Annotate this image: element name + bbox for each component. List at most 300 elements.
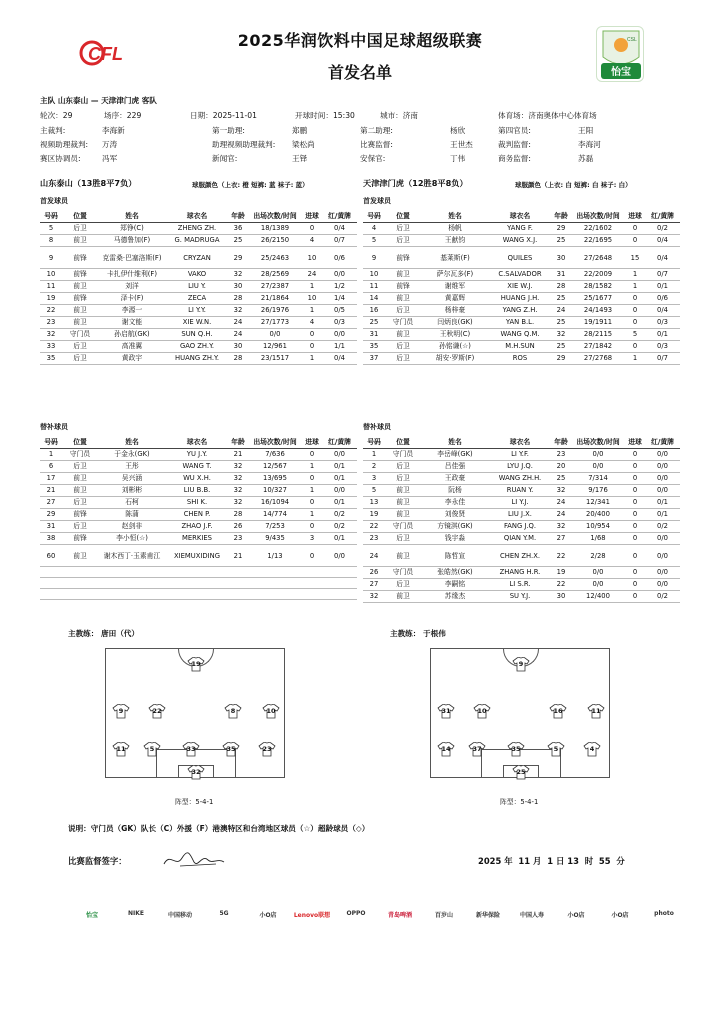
column-header: 姓名 — [421, 437, 489, 449]
column-header: 出场次数/时间 — [571, 437, 625, 449]
table-cell: 32 — [551, 329, 571, 341]
shirt-number: 8 — [230, 707, 236, 715]
table-cell: 0/0 — [322, 269, 357, 281]
table-cell: 0 — [625, 293, 645, 305]
column-header: 位置 — [62, 437, 98, 449]
table-cell: 方镜淇(GK) — [421, 521, 489, 533]
table-cell: LI S.R. — [489, 579, 551, 591]
table-cell: 0 — [302, 329, 322, 341]
round: 轮次：29 — [40, 111, 73, 120]
table-cell: 20/400 — [571, 509, 625, 521]
table-cell: 30 — [228, 281, 248, 293]
table-cell: 12/341 — [571, 497, 625, 509]
column-header: 球衣名 — [489, 437, 551, 449]
venue: 体育场：济南奥体中心体育场 — [498, 111, 597, 120]
table-cell: 高准翼 — [98, 341, 166, 353]
table-cell: 刘俊贤 — [421, 509, 489, 521]
table-cell: XIE W.N. — [166, 317, 228, 329]
table-row — [363, 223, 680, 235]
table-cell: 23/1517 — [248, 353, 302, 365]
official-name: 王铎 — [292, 154, 308, 163]
sponsor-logo: 小O店 — [567, 912, 585, 919]
official-role: 助理视频助理裁判: — [212, 140, 276, 149]
empty-row — [40, 567, 357, 578]
table-cell: 32 — [551, 485, 571, 497]
table-cell: 0/2 — [645, 591, 680, 603]
table-cell: CHEN P. — [166, 509, 228, 521]
table-cell: 22/1602 — [571, 223, 625, 235]
table-cell: 28/2115 — [571, 329, 625, 341]
table-cell: 29 — [551, 223, 571, 235]
official-name: 王世杰 — [450, 140, 473, 149]
table-cell: 杨梓豪 — [421, 305, 489, 317]
table-cell: 25 — [551, 235, 571, 247]
away-formation-pitch — [430, 648, 610, 778]
table-cell: 22/2009 — [571, 269, 625, 281]
table-cell: YANG Z.H. — [489, 305, 551, 317]
column-header: 号码 — [40, 211, 62, 223]
official-role: 比赛监督: — [360, 140, 393, 149]
table-cell: 杨帆 — [421, 223, 489, 235]
table-cell: 32 — [228, 305, 248, 317]
official-role: 安保官: — [360, 154, 386, 163]
official-role: 商务监督: — [498, 154, 531, 163]
table-cell: 24 — [228, 329, 248, 341]
table-cell: 1/4 — [322, 293, 357, 305]
table-cell: 基莱斯(F) — [421, 247, 489, 269]
sponsor-logo: 青岛啤酒 — [387, 912, 412, 919]
column-header: 年龄 — [228, 437, 248, 449]
table-cell: 守门员 — [385, 317, 421, 329]
table-cell: 0 — [625, 317, 645, 329]
column-header: 球衣名 — [166, 211, 228, 223]
table-cell: 0/7 — [645, 269, 680, 281]
table-cell: 27/2768 — [571, 353, 625, 365]
player-shirt-icon — [222, 742, 240, 757]
table-cell: 后卫 — [62, 341, 98, 353]
table-cell: 0 — [625, 461, 645, 473]
table-cell: 0/1 — [322, 461, 357, 473]
player-shirt-icon — [547, 742, 565, 757]
table-cell: 27/2648 — [571, 247, 625, 269]
official-role: 主裁判: — [40, 126, 66, 135]
table-cell: 10 — [302, 247, 322, 269]
shirt-number: 32 — [191, 768, 201, 776]
player-shirt-icon — [148, 704, 166, 719]
table-cell: 22/1695 — [571, 235, 625, 247]
player-shirt-icon — [437, 704, 455, 719]
table-cell: 后卫 — [385, 353, 421, 365]
match-no: 场序：229 — [104, 111, 142, 120]
table-cell: 0 — [625, 545, 645, 567]
shirt-number: 4 — [589, 745, 595, 753]
table-cell: WANG X.J. — [489, 235, 551, 247]
table-cell: 0/1 — [322, 497, 357, 509]
table-cell: 卡扎伊什维利(F) — [98, 269, 166, 281]
column-header: 出场次数/时间 — [248, 211, 302, 223]
shirt-number: 5 — [149, 745, 155, 753]
table-cell: 1/13 — [248, 545, 302, 567]
table-cell: 后卫 — [62, 461, 98, 473]
table-row — [363, 533, 680, 545]
table-cell: 25 — [551, 341, 571, 353]
table-row — [363, 247, 680, 269]
official-role: 视频助理裁判: — [40, 140, 89, 149]
table-cell: LI Y.Y. — [166, 305, 228, 317]
away-kit-colors: 球服颜色（上衣: 白 短裤: 白 袜子: 白） — [515, 181, 632, 189]
table-cell: 25 — [228, 235, 248, 247]
official-role: 第四官员: — [498, 126, 531, 135]
table-row — [363, 497, 680, 509]
table-cell: 0/0 — [645, 449, 680, 461]
column-header: 年龄 — [551, 211, 571, 223]
shirt-number: 35 — [226, 745, 236, 753]
table-cell: 24 — [363, 545, 385, 567]
player-shirt-icon — [437, 742, 455, 757]
table-cell: 前卫 — [62, 473, 98, 485]
city: 城市：济南 — [380, 111, 418, 120]
table-cell: 26/2150 — [248, 235, 302, 247]
table-cell: VAKO — [166, 269, 228, 281]
table-cell: 27/1842 — [571, 341, 625, 353]
home-team-name: 山东泰山（13胜8平7负） — [40, 178, 137, 188]
table-cell: 0 — [302, 545, 322, 567]
table-cell: 前卫 — [62, 281, 98, 293]
column-header: 位置 — [62, 211, 98, 223]
shirt-number: 22 — [152, 707, 162, 715]
table-cell: 9 — [363, 247, 385, 269]
empty-row — [40, 589, 357, 600]
table-cell: 后卫 — [62, 223, 98, 235]
table-cell: 9/435 — [248, 533, 302, 545]
shirt-number: 19 — [191, 660, 201, 668]
table-cell: 0 — [625, 579, 645, 591]
table-cell: 12/400 — [571, 591, 625, 603]
table-cell: 0/0 — [645, 485, 680, 497]
table-cell: 后卫 — [385, 341, 421, 353]
home-starters-title: 首发球员 — [40, 197, 68, 205]
home-starters-table — [40, 211, 357, 365]
column-header: 年龄 — [551, 437, 571, 449]
table-cell: 0/1 — [645, 509, 680, 521]
table-cell: 4 — [363, 223, 385, 235]
table-cell: 前锋 — [62, 269, 98, 281]
table-cell: 李嗣铭 — [421, 579, 489, 591]
sponsor-logo: 5G — [219, 910, 229, 917]
table-cell: 黄嘉辉 — [421, 293, 489, 305]
official-name: 冯军 — [102, 154, 118, 163]
table-cell: 马德鲁加(F) — [98, 235, 166, 247]
table-cell: 0 — [625, 521, 645, 533]
table-row — [363, 305, 680, 317]
table-cell: 吴兴涵 — [98, 473, 166, 485]
player-shirt-icon — [262, 704, 280, 719]
player-shirt-icon — [549, 704, 567, 719]
table-cell: 李源一 — [98, 305, 166, 317]
table-cell: 1 — [363, 449, 385, 461]
sponsor-logo: 小O店 — [611, 912, 629, 919]
table-cell: 18/1389 — [248, 223, 302, 235]
table-cell: 1/68 — [571, 533, 625, 545]
table-cell: 0 — [625, 485, 645, 497]
table-cell: 16/1094 — [248, 497, 302, 509]
player-shirt-icon — [512, 765, 530, 780]
table-cell: 8 — [40, 235, 62, 247]
table-cell: 1 — [302, 281, 322, 293]
table-row — [40, 545, 357, 567]
table-row — [363, 235, 680, 247]
player-shirt-icon — [258, 742, 276, 757]
table-cell: 守门员 — [62, 329, 98, 341]
table-cell: 前卫 — [385, 329, 421, 341]
table-cell: 14 — [363, 293, 385, 305]
table-cell: 前卫 — [385, 485, 421, 497]
table-cell: 25 — [551, 473, 571, 485]
table-cell: 10 — [363, 269, 385, 281]
table-cell: 26/1976 — [248, 305, 302, 317]
table-row — [363, 353, 680, 365]
table-cell: 0 — [625, 305, 645, 317]
sponsor-logo: 新华保险 — [475, 912, 500, 919]
table-cell: 32 — [551, 521, 571, 533]
table-cell: 0/0 — [322, 449, 357, 461]
home-coach: 主教练： 唐田（代） — [68, 629, 139, 638]
table-row — [40, 461, 357, 473]
table-cell: 后卫 — [385, 223, 421, 235]
table-row — [363, 509, 680, 521]
table-cell: 24 — [228, 317, 248, 329]
table-cell: 0/0 — [645, 461, 680, 473]
table-cell: 0 — [625, 235, 645, 247]
table-cell: 陈哲宣 — [421, 545, 489, 567]
sponsor-logo: 怡宝 — [85, 912, 98, 919]
shirt-number: 11 — [116, 745, 126, 753]
table-row — [363, 579, 680, 591]
table-cell: 32 — [40, 329, 62, 341]
column-header: 姓名 — [421, 211, 489, 223]
table-cell: 0 — [625, 473, 645, 485]
table-cell: 5 — [363, 485, 385, 497]
legend-notes: 说明：守门员（GK）队长（C）外援（F）港澳特区和台湾地区球员（☆）超龄球员（◇） — [68, 824, 370, 833]
table-cell: 克雷桑·巴塞洛斯(F) — [98, 247, 166, 269]
table-cell: 4 — [302, 235, 322, 247]
table-cell: 35 — [40, 353, 62, 365]
home-kit-colors: 球服颜色（上衣: 橙 短裤: 蓝 袜子: 蓝） — [192, 181, 309, 189]
table-cell: 于金永(GK) — [98, 449, 166, 461]
table-cell: CRYZAN — [166, 247, 228, 269]
table-cell: 28 — [228, 353, 248, 365]
table-cell: 16 — [363, 305, 385, 317]
table-cell: 0 — [302, 473, 322, 485]
table-cell: 5 — [40, 223, 62, 235]
sponsor-logo: NIKE — [127, 910, 144, 917]
table-row — [363, 545, 680, 567]
table-cell: SU Y.J. — [489, 591, 551, 603]
table-cell: 7/314 — [571, 473, 625, 485]
table-cell: 0/0 — [322, 329, 357, 341]
table-cell: 赵剑非 — [98, 521, 166, 533]
table-cell: 后卫 — [385, 473, 421, 485]
player-shirt-icon — [468, 742, 486, 757]
table-cell: 前卫 — [62, 545, 98, 567]
table-row — [40, 521, 357, 533]
table-cell: 0/6 — [645, 293, 680, 305]
official-role: 裁判监督: — [498, 140, 531, 149]
table-cell: 11 — [363, 281, 385, 293]
table-cell: 22 — [551, 545, 571, 567]
sponsor-logo: 中国人寿 — [519, 912, 544, 919]
table-cell: 0 — [625, 533, 645, 545]
table-cell: 0 — [625, 567, 645, 579]
table-cell: 萨尔瓦多(F) — [421, 269, 489, 281]
player-shirt-icon — [224, 704, 242, 719]
table-row — [363, 521, 680, 533]
shirt-number: 11 — [591, 707, 601, 715]
table-cell: 后卫 — [385, 579, 421, 591]
table-row — [40, 497, 357, 509]
table-cell: 7/253 — [248, 521, 302, 533]
table-cell: 10 — [302, 293, 322, 305]
table-row — [363, 473, 680, 485]
table-cell: 25/2463 — [248, 247, 302, 269]
table-cell: 23 — [228, 533, 248, 545]
table-cell: YANG F. — [489, 223, 551, 235]
shirt-number: 23 — [262, 745, 272, 753]
table-cell: 后卫 — [62, 497, 98, 509]
table-cell: 20 — [551, 461, 571, 473]
table-cell: ZECA — [166, 293, 228, 305]
column-header: 姓名 — [98, 437, 166, 449]
table-cell: 10 — [40, 269, 62, 281]
table-cell: SUN Q.H. — [166, 329, 228, 341]
supervisor-signature-label: 比赛监督签字： — [68, 856, 127, 866]
table-cell: 22 — [40, 305, 62, 317]
table-cell: 0/1 — [322, 473, 357, 485]
table-cell: 胡安·罗斯(F) — [421, 353, 489, 365]
column-header: 号码 — [363, 211, 385, 223]
table-row — [40, 223, 357, 235]
table-cell: 0 — [302, 497, 322, 509]
table-cell: 0/1 — [645, 281, 680, 293]
table-cell: 0/3 — [322, 317, 357, 329]
player-shirt-icon — [587, 704, 605, 719]
table-cell: 24 — [551, 305, 571, 317]
table-cell: 23 — [551, 449, 571, 461]
table-cell: 27/2387 — [248, 281, 302, 293]
shirt-number: 33 — [186, 745, 196, 753]
table-cell: 25 — [551, 317, 571, 329]
table-cell: 60 — [40, 545, 62, 567]
table-row — [40, 317, 357, 329]
table-cell: 19/1911 — [571, 317, 625, 329]
shirt-number: 10 — [477, 707, 487, 715]
table-cell: 孙铭谦(☆) — [421, 341, 489, 353]
page-subtitle: 首发名单 — [327, 63, 392, 82]
sponsor-logo: OPPO — [346, 910, 366, 917]
player-shirt-icon — [143, 742, 161, 757]
table-cell: 0/0 — [645, 545, 680, 567]
player-shirt-icon — [512, 657, 530, 672]
table-cell: 35 — [363, 341, 385, 353]
table-cell: 1 — [625, 281, 645, 293]
table-cell: WANG ZH.H. — [489, 473, 551, 485]
table-cell: 5 — [363, 235, 385, 247]
official-name: 丁伟 — [450, 154, 466, 163]
column-header: 红/黄牌 — [645, 211, 680, 223]
table-cell: 31 — [363, 329, 385, 341]
table-cell: 前卫 — [62, 305, 98, 317]
sponsor-logo: 小O店 — [259, 912, 277, 919]
official-name: 苏磊 — [578, 154, 594, 163]
supervisor-signature — [160, 848, 230, 872]
home-subs-table — [40, 437, 357, 600]
table-cell: 钱宇淼 — [421, 533, 489, 545]
table-cell: 0/0 — [645, 567, 680, 579]
table-cell: 0/2 — [645, 223, 680, 235]
away-subs-table — [363, 437, 680, 603]
table-cell: 吕佳强 — [421, 461, 489, 473]
table-cell: 前锋 — [62, 247, 98, 269]
table-cell: 29 — [551, 353, 571, 365]
table-cell: 0/1 — [322, 533, 357, 545]
table-cell: 张皓然(GK) — [421, 567, 489, 579]
kickoff-time: 开球时间：15:30 — [295, 111, 355, 120]
table-cell: 前卫 — [385, 545, 421, 567]
table-cell: 22 — [363, 521, 385, 533]
table-cell: 0 — [302, 521, 322, 533]
table-cell: LIU B.B. — [166, 485, 228, 497]
player-shirt-icon — [583, 742, 601, 757]
table-cell: 0/0 — [322, 485, 357, 497]
table-row — [40, 281, 357, 293]
table-cell: 32 — [228, 269, 248, 281]
table-cell: 谢木西丁·玉素甫江 — [98, 545, 166, 567]
table-cell: 31 — [40, 521, 62, 533]
table-cell: 刘洋 — [98, 281, 166, 293]
away-team-name: 天津津门虎（12胜8平8负） — [363, 178, 468, 188]
table-row — [40, 341, 357, 353]
official-role: 新闻官: — [212, 154, 238, 163]
home-formation: 阵型：5-4-1 — [175, 798, 214, 806]
table-cell: 0/5 — [322, 305, 357, 317]
table-cell: 郑铮(C) — [98, 223, 166, 235]
table-cell: 前卫 — [62, 235, 98, 247]
table-cell: 0/4 — [645, 247, 680, 269]
table-cell: 12/567 — [248, 461, 302, 473]
shirt-number: 37 — [472, 745, 482, 753]
table-cell: 1 — [302, 305, 322, 317]
table-cell: 21 — [228, 449, 248, 461]
table-cell: 27/1773 — [248, 317, 302, 329]
table-cell: 21/1864 — [248, 293, 302, 305]
table-cell: 1 — [40, 449, 62, 461]
table-cell: 后卫 — [385, 461, 421, 473]
table-cell: 13 — [363, 497, 385, 509]
table-cell: 27 — [363, 579, 385, 591]
away-subs-title: 替补球员 — [363, 423, 391, 431]
column-header: 姓名 — [98, 211, 166, 223]
table-cell: 23 — [40, 317, 62, 329]
shirt-number: 14 — [441, 745, 451, 753]
table-row — [363, 317, 680, 329]
table-cell: 19 — [551, 567, 571, 579]
table-cell: 9/176 — [571, 485, 625, 497]
table-cell: 1/1 — [322, 341, 357, 353]
table-cell: 0/7 — [322, 235, 357, 247]
table-cell: 32 — [363, 591, 385, 603]
column-header: 年龄 — [228, 211, 248, 223]
table-cell: 6 — [40, 461, 62, 473]
